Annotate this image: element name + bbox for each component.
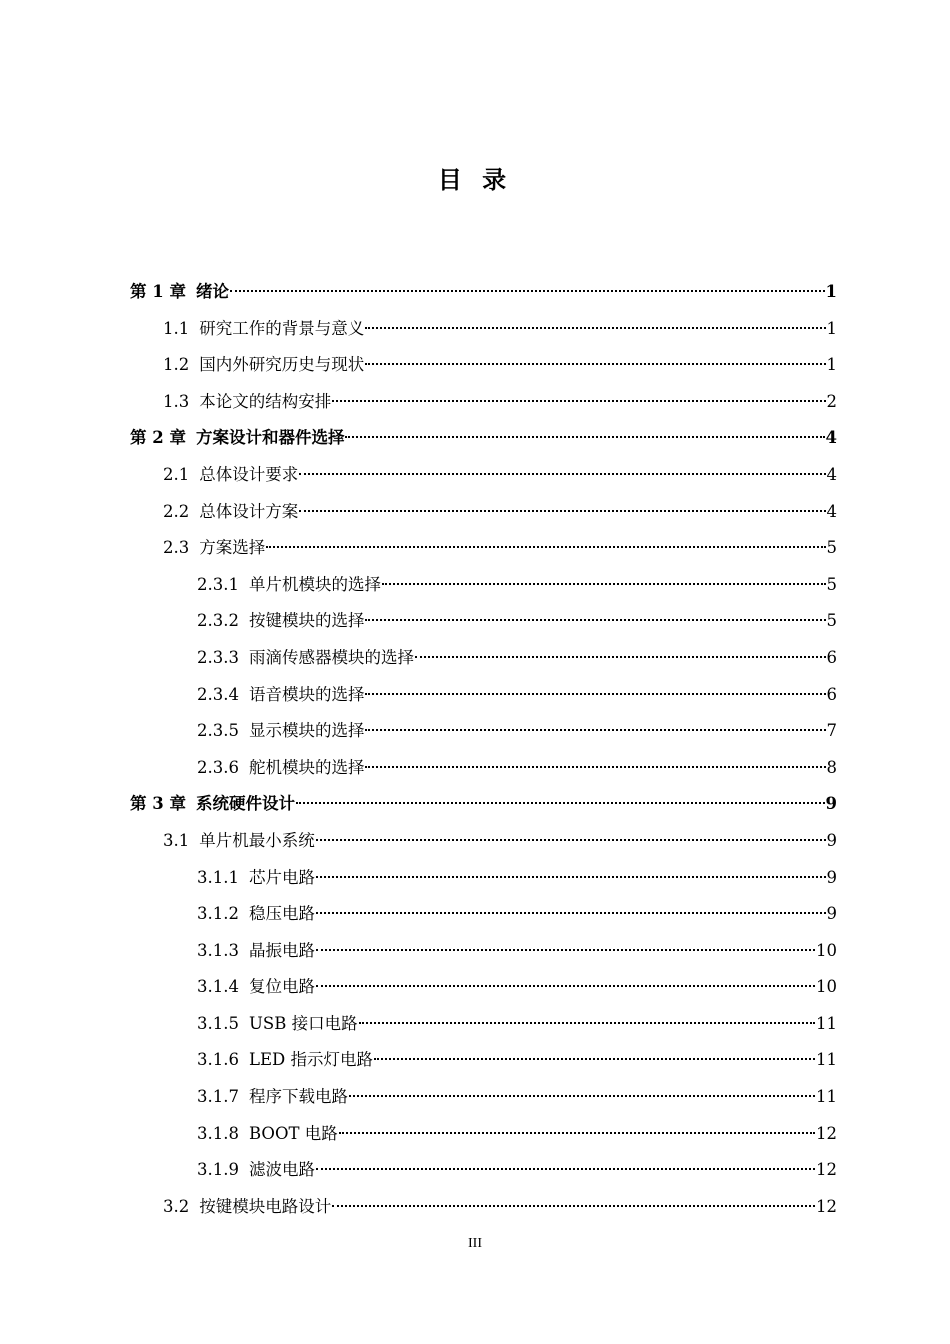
toc-entry-page: 6 xyxy=(826,684,837,704)
toc-entry-number: 3.1.5 xyxy=(197,1013,239,1033)
dot-leader xyxy=(365,619,825,621)
toc-entry-number: 3.1.1 xyxy=(197,867,239,887)
toc-entry[interactable] xyxy=(130,603,837,640)
dot-leader xyxy=(382,583,826,585)
toc-entry-number: 3.1.3 xyxy=(197,940,239,960)
page-number: III xyxy=(468,1236,482,1251)
dot-leader xyxy=(316,876,826,878)
toc-entry[interactable] xyxy=(130,347,837,384)
dot-leader xyxy=(345,436,824,438)
toc-entry-title: 本论文的结构安排 xyxy=(199,391,332,411)
toc-entry-page: 12 xyxy=(816,1123,837,1143)
toc-entry-title: 方案设计和器件选择 xyxy=(195,428,345,448)
toc-entry-page: 9 xyxy=(826,867,837,887)
toc-entry[interactable] xyxy=(130,420,837,457)
toc-entry-title: 舵机模块的选择 xyxy=(248,757,365,777)
toc-entry[interactable] xyxy=(130,786,837,823)
toc-entry-page: 9 xyxy=(825,794,837,814)
toc-entry-number: 2.3.3 xyxy=(197,647,239,667)
toc-entry-page: 1 xyxy=(826,355,837,375)
toc-entry-number: 第 1 章 xyxy=(130,282,186,301)
toc-entry-title: 复位电路 xyxy=(248,977,315,997)
toc-entry[interactable] xyxy=(130,457,837,494)
toc-entry-number: 第 3 章 xyxy=(130,794,186,814)
toc-entry-number: 2.1 xyxy=(163,464,190,484)
dot-leader xyxy=(332,1205,815,1207)
toc-entry-title: 稳压电路 xyxy=(248,904,315,924)
toc-entry-title: 总体设计要求 xyxy=(199,464,299,484)
toc-entry-title: 按键模块的选择 xyxy=(248,611,365,631)
toc-entry-page: 10 xyxy=(816,977,837,997)
dot-leader xyxy=(365,363,825,365)
toc-entry-number: 1.3 xyxy=(163,391,190,411)
dot-leader xyxy=(359,1022,815,1024)
toc-entry-page: 2 xyxy=(826,391,837,411)
toc-entry[interactable] xyxy=(130,1006,837,1043)
toc-entry-number: 1.2 xyxy=(163,355,190,375)
toc-entry-page: 4 xyxy=(826,464,837,484)
dot-leader xyxy=(230,290,825,292)
dot-leader xyxy=(365,693,825,695)
toc-entry[interactable] xyxy=(130,933,837,970)
toc-entry-number: 3.1.4 xyxy=(197,977,239,997)
toc-entry[interactable] xyxy=(130,311,837,348)
toc-entry-page: 11 xyxy=(816,1013,837,1033)
toc-entry[interactable] xyxy=(130,640,837,677)
dot-leader xyxy=(316,1168,815,1170)
dot-leader xyxy=(296,802,825,804)
toc-entry-number: 2.2 xyxy=(163,501,190,521)
toc-entry-page: 5 xyxy=(826,574,837,594)
toc-entry-page: 6 xyxy=(826,647,837,667)
toc-entry-number: 2.3.5 xyxy=(197,721,239,741)
toc-entry[interactable] xyxy=(130,750,837,787)
toc-entry-title: 晶振电路 xyxy=(248,940,315,960)
toc-entry[interactable] xyxy=(130,1189,837,1226)
toc-entry-title: 程序下载电路 xyxy=(248,1087,348,1107)
toc-entry[interactable] xyxy=(130,1152,837,1189)
toc-entry[interactable] xyxy=(130,1079,837,1116)
dot-leader xyxy=(374,1058,815,1060)
toc-entry-page: 10 xyxy=(816,940,837,960)
dot-leader xyxy=(332,400,825,402)
toc-entry-title: 显示模块的选择 xyxy=(248,721,365,741)
toc-entry-page: 11 xyxy=(816,1050,837,1070)
toc-entry-page: 8 xyxy=(826,757,837,777)
toc-entry-number: 3.1.9 xyxy=(197,1160,239,1180)
toc-entry-number: 2.3 xyxy=(163,538,190,558)
toc-entry-number: 2.3.6 xyxy=(197,757,239,777)
toc-entry-page: 4 xyxy=(825,428,837,448)
toc-entry-page: 11 xyxy=(816,1087,837,1107)
toc-entry-title: LED 指示灯电路 xyxy=(248,1050,373,1070)
toc-entry-title: 单片机模块的选择 xyxy=(248,574,381,594)
dot-leader xyxy=(415,656,826,658)
toc-entry[interactable] xyxy=(130,567,837,604)
toc-entry-page: 4 xyxy=(826,501,837,521)
toc-entry-title: 绪论 xyxy=(195,282,229,301)
dot-leader xyxy=(365,766,825,768)
toc-entry-title: 系统硬件设计 xyxy=(195,794,295,814)
toc-entry[interactable] xyxy=(130,530,837,567)
dot-leader xyxy=(299,473,825,475)
toc-entry-number: 3.1.6 xyxy=(197,1050,239,1070)
toc-entry-title: BOOT 电路 xyxy=(248,1123,338,1143)
dot-leader xyxy=(316,985,815,987)
toc-entry-title: 总体设计方案 xyxy=(199,501,299,521)
toc-entry-title: 研究工作的背景与意义 xyxy=(199,318,365,338)
toc-entry-number: 2.3.4 xyxy=(197,684,239,704)
toc-entry-page: 5 xyxy=(826,611,837,631)
toc-entry-title: 语音模块的选择 xyxy=(248,684,365,704)
toc-entry-page: 9 xyxy=(826,830,837,850)
dot-leader xyxy=(365,729,825,731)
toc-entry[interactable] xyxy=(130,384,837,421)
toc-entry-title: 雨滴传感器模块的选择 xyxy=(248,647,414,667)
toc-entry-page: 1 xyxy=(825,282,837,301)
toc-entry[interactable] xyxy=(130,677,837,714)
toc-entry-number: 3.1.7 xyxy=(197,1087,239,1107)
dot-leader xyxy=(266,546,825,548)
toc-entry[interactable] xyxy=(130,969,837,1006)
dot-leader xyxy=(299,510,825,512)
dot-leader xyxy=(316,839,826,841)
toc-entry-title: USB 接口电路 xyxy=(248,1013,358,1033)
toc-entry-number: 第 2 章 xyxy=(130,428,186,448)
toc-entry[interactable] xyxy=(130,860,837,897)
toc-entry-number: 1.1 xyxy=(163,318,190,338)
toc-entry-number: 3.2 xyxy=(163,1196,190,1216)
toc-entry-number: 3.1.8 xyxy=(197,1123,239,1143)
toc-entry-number: 2.3.1 xyxy=(197,574,239,594)
dot-leader xyxy=(365,327,825,329)
dot-leader xyxy=(316,912,826,914)
toc-entry[interactable] xyxy=(130,494,837,531)
toc-entry[interactable] xyxy=(130,1116,837,1153)
toc-entry[interactable] xyxy=(130,823,837,860)
toc-entry[interactable] xyxy=(130,713,837,750)
table-of-contents xyxy=(130,274,837,1225)
toc-entry-title: 单片机最小系统 xyxy=(199,830,315,850)
dot-leader xyxy=(339,1132,815,1134)
page-title: 目 录 xyxy=(437,166,513,194)
toc-entry-page: 12 xyxy=(816,1160,837,1180)
toc-entry-page: 5 xyxy=(826,538,837,558)
dot-leader xyxy=(316,949,815,951)
toc-entry-page: 12 xyxy=(816,1196,837,1216)
toc-entry-title: 方案选择 xyxy=(199,538,266,558)
toc-entry-title: 按键模块电路设计 xyxy=(199,1196,332,1216)
toc-entry-title: 国内外研究历史与现状 xyxy=(199,355,365,375)
toc-entry-page: 1 xyxy=(826,318,837,338)
toc-entry[interactable] xyxy=(130,1042,837,1079)
toc-entry-page: 7 xyxy=(826,721,837,741)
toc-entry-number: 2.3.2 xyxy=(197,611,239,631)
toc-entry-page: 9 xyxy=(826,904,837,924)
toc-entry[interactable] xyxy=(130,896,837,933)
toc-entry-number: 3.1 xyxy=(163,830,190,850)
toc-entry-title: 芯片电路 xyxy=(248,867,315,887)
toc-entry-number: 3.1.2 xyxy=(197,904,239,924)
toc-entry-title: 滤波电路 xyxy=(248,1160,315,1180)
dot-leader xyxy=(349,1095,815,1097)
toc-entry[interactable] xyxy=(130,274,837,311)
